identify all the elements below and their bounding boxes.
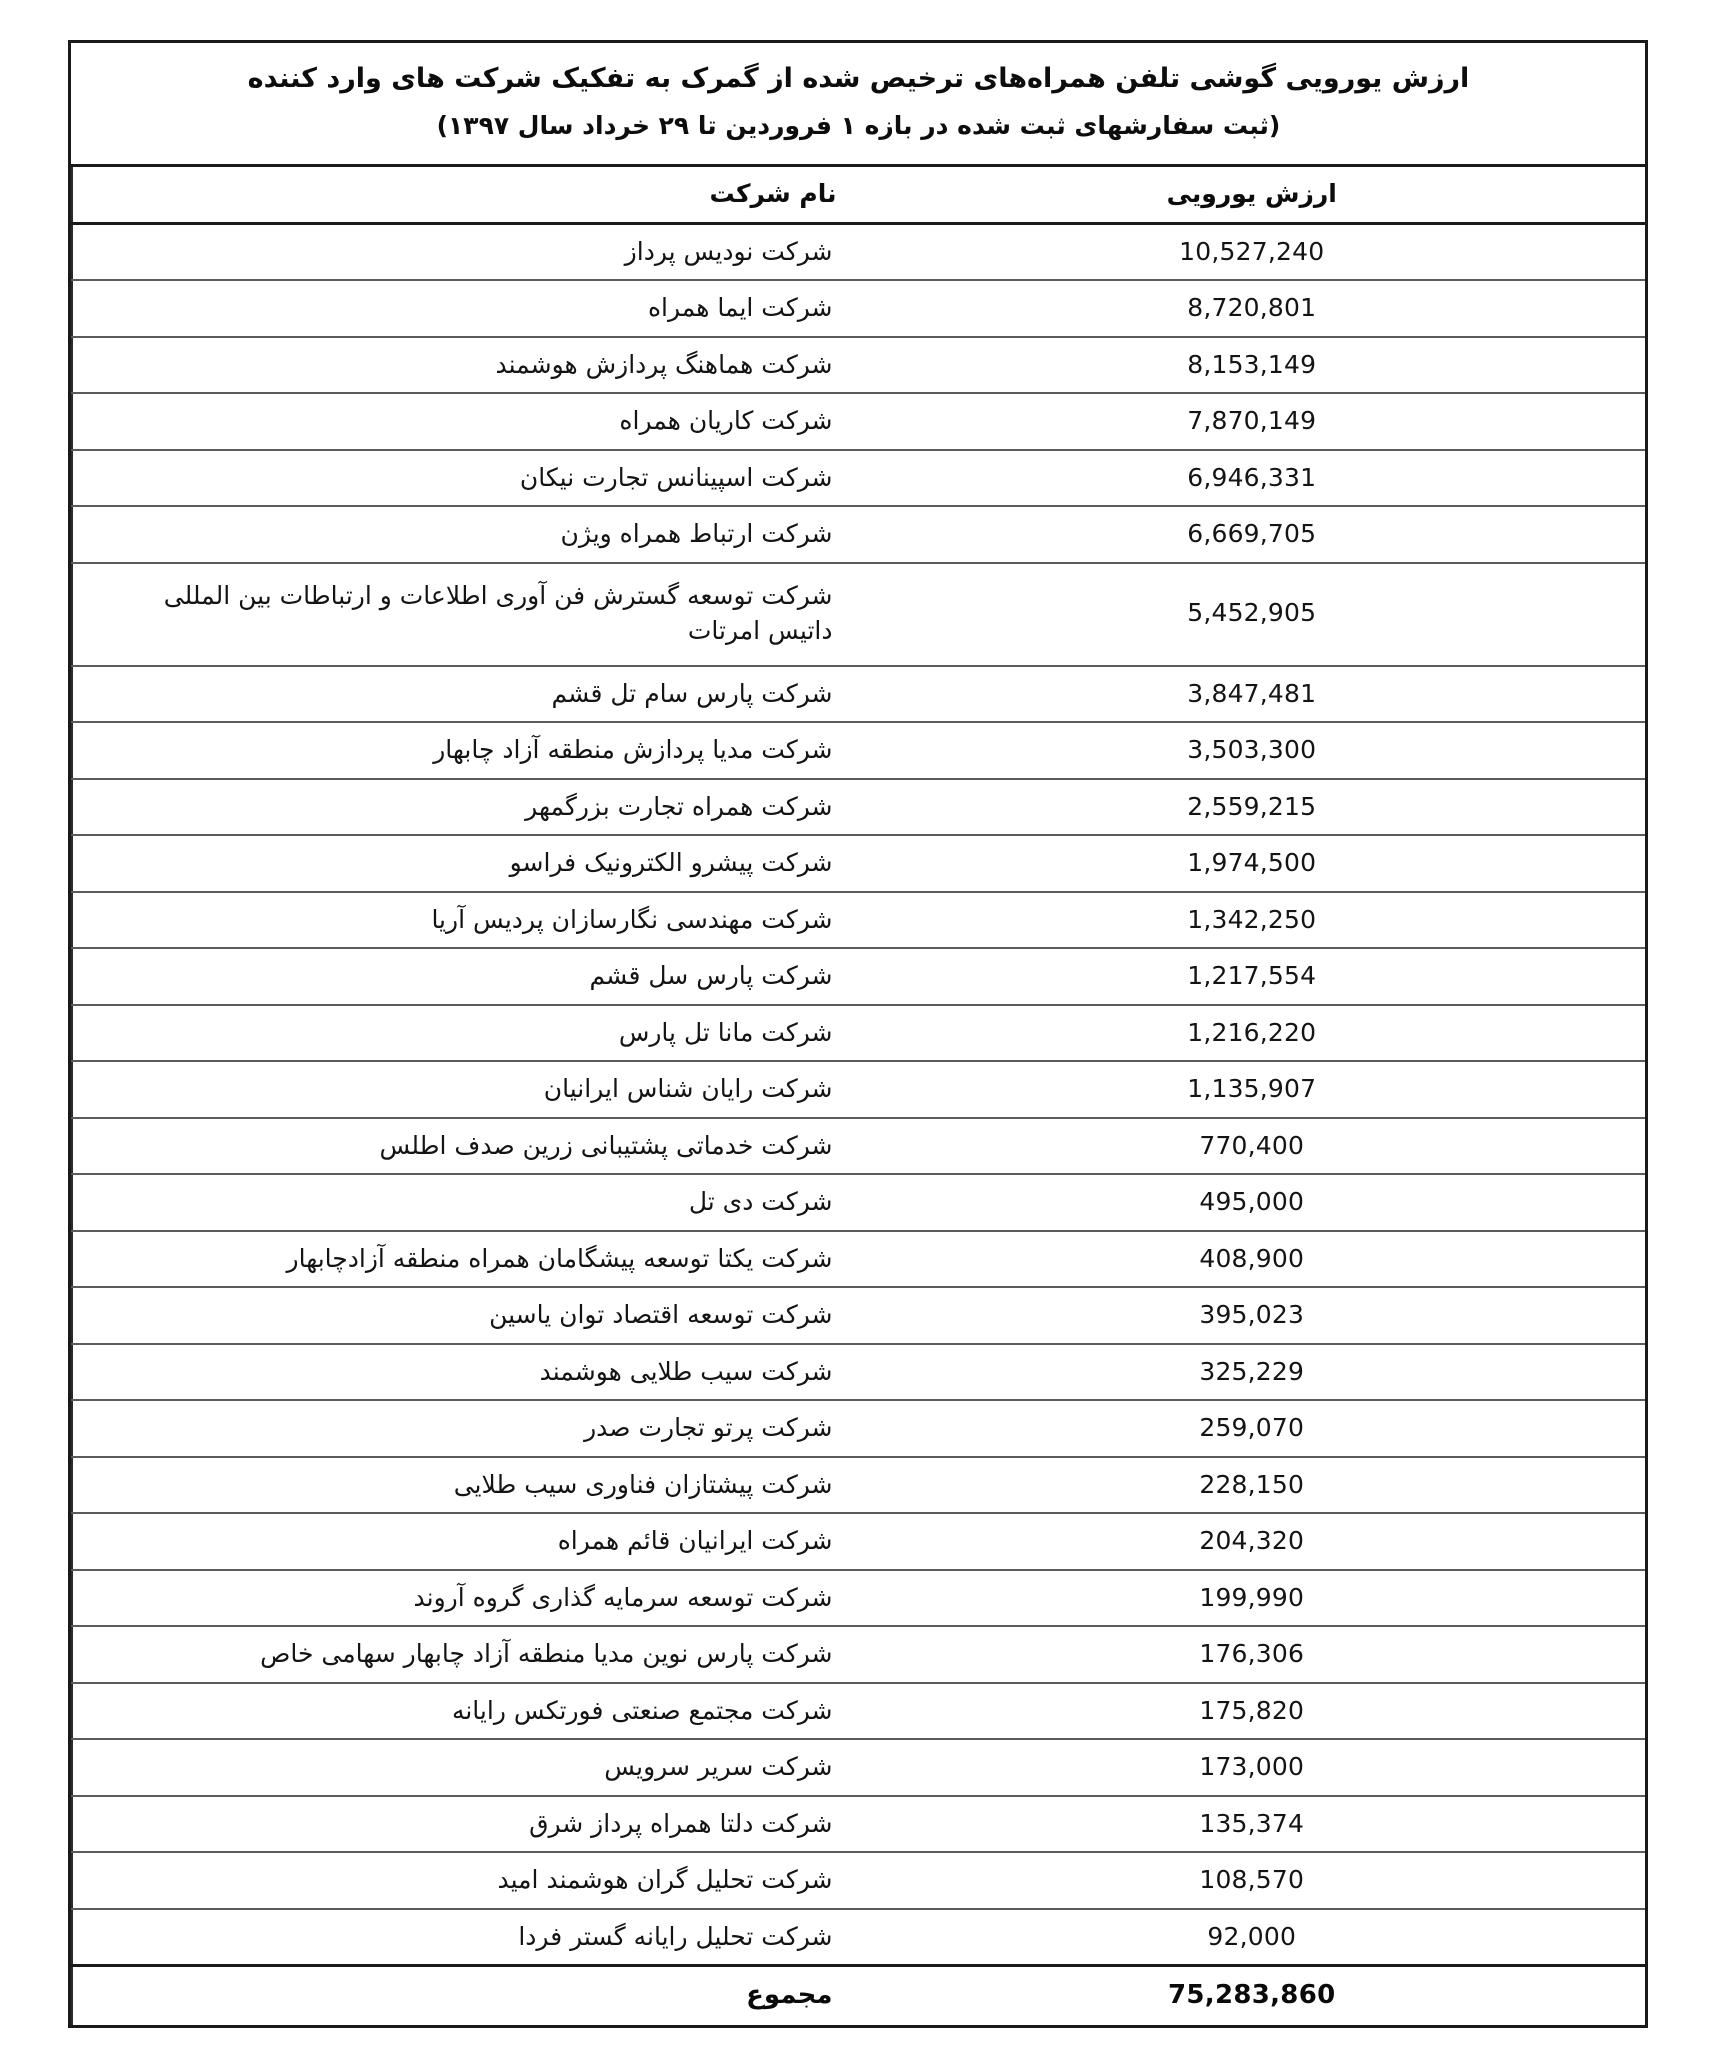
company-value: 770,400 [859, 1118, 1646, 1175]
report-table-container [68, 40, 1648, 2028]
table-row [72, 1739, 1645, 1796]
table-row [72, 779, 1645, 836]
company-value: 92,000 [1207, 1921, 1297, 1951]
table-row [72, 722, 1645, 779]
company-value: 10,527,240 [859, 223, 1646, 280]
table-row [72, 1005, 1645, 1062]
company-value: 408,900 [859, 1231, 1646, 1288]
company-value: 2,559,215 [859, 779, 1646, 836]
table-row [72, 337, 1645, 394]
table-row [72, 892, 1645, 949]
table-row [72, 948, 1645, 1005]
table-row [72, 506, 1645, 563]
table-row [72, 1061, 1645, 1118]
table-row [72, 666, 1645, 723]
company-name: شرکت مجتمع صنعتی فورتکس رایانه [72, 1683, 859, 1740]
column-header-name: نام شرکت [72, 165, 859, 223]
table-row [72, 1231, 1645, 1288]
table-row [72, 1796, 1645, 1853]
company-name: شرکت توسعه اقتصاد توان یاسین [72, 1287, 859, 1344]
company-name: شرکت هماهنگ پردازش هوشمند [72, 337, 859, 394]
company-name: شرکت پارس سام تل قشم [72, 666, 859, 723]
company-value: 1,217,554 [859, 948, 1646, 1005]
company-name: شرکت توسعه سرمایه گذاری گروه آروند [72, 1570, 859, 1627]
company-name: شرکت پارس سل قشم [72, 948, 859, 1005]
table-row [72, 1909, 1645, 1966]
table-row [72, 280, 1645, 337]
table-row [72, 563, 1645, 666]
company-name: شرکت سیب طلایی هوشمند [72, 1344, 859, 1401]
total-value: 75,283,860 [859, 1966, 1646, 2026]
table-row [72, 223, 1645, 280]
company-value: 325,229 [859, 1344, 1646, 1401]
company-name: شرکت همراه تجارت بزرگمهر [72, 779, 859, 836]
table-row [72, 1400, 1645, 1457]
company-value: 395,023 [859, 1287, 1646, 1344]
company-name: شرکت اسپینانس تجارت نیکان [72, 450, 859, 507]
company-name: شرکت یکتا توسعه پیشگامان همراه منطقه آزادچابهار [72, 1231, 859, 1288]
company-name: شرکت ارتباط همراه ویژن [72, 506, 859, 563]
company-value: 204,320 [859, 1513, 1646, 1570]
company-value: 1,342,250 [859, 892, 1646, 949]
imported-phones-value-table [71, 43, 1645, 2025]
company-value: 173,000 [859, 1739, 1646, 1796]
company-value: 228,150 [859, 1457, 1646, 1514]
table-row [72, 1174, 1645, 1231]
table-row [72, 1683, 1645, 1740]
table-row [72, 1626, 1645, 1683]
table-row [72, 1852, 1645, 1909]
report-title-line-2: (ثبت سفارشهای ثبت شده در بازه ۱ فروردین تا ۲۹ خرداد سال ۱۳۹۷) [436, 110, 1281, 140]
table-foot [72, 1966, 1645, 2026]
company-name: شرکت پیشتازان فناوری سیب طلایی [72, 1457, 859, 1514]
total-row [72, 1966, 1645, 2026]
company-value: 8,153,149 [859, 337, 1646, 394]
company-value: 175,820 [859, 1683, 1646, 1740]
company-name: شرکت سریر سرویس [72, 1739, 859, 1796]
company-value: 135,374 [859, 1796, 1646, 1853]
column-header-row [72, 165, 1645, 223]
company-name: شرکت رایان شناس ایرانیان [72, 1061, 859, 1118]
company-value: 3,503,300 [859, 722, 1646, 779]
company-name: شرکت پارس نوین مدیا منطقه آزاد چابهار سهامی خاص [72, 1626, 859, 1683]
company-name: شرکت کاریان همراه [72, 393, 859, 450]
company-value: 7,870,149 [859, 393, 1646, 450]
company-value: 6,669,705 [859, 506, 1646, 563]
table-row [72, 1344, 1645, 1401]
company-value: 1,974,500 [859, 835, 1646, 892]
company-value: 6,946,331 [859, 450, 1646, 507]
company-value: 259,070 [859, 1400, 1646, 1457]
company-name: شرکت ایرانیان قائم همراه [72, 1513, 859, 1570]
company-value: 108,570 [859, 1852, 1646, 1909]
company-name: شرکت پیشرو الکترونیک فراسو [72, 835, 859, 892]
company-name: شرکت دی تل [72, 1174, 859, 1231]
table-body [72, 223, 1645, 1966]
column-header-value: ارزش یورویی [859, 165, 1646, 223]
table-row [72, 1118, 1645, 1175]
company-name: شرکت نودیس پرداز [72, 223, 859, 280]
table-row [72, 393, 1645, 450]
table-row [72, 450, 1645, 507]
report-title [72, 43, 1645, 165]
report-title-line-1: ارزش یورویی گوشی تلفن همراه‌های ترخیص شده از گمرک به تفکیک شرکت های وارد کننده [247, 63, 1470, 94]
company-name: شرکت مهندسی نگارسازان پردیس آریا [72, 892, 859, 949]
table-row [72, 835, 1645, 892]
table-row [72, 1513, 1645, 1570]
company-value: 1,135,907 [859, 1061, 1646, 1118]
company-name: شرکت مدیا پردازش منطقه آزاد چابهار [72, 722, 859, 779]
company-name: شرکت ایما همراه [72, 280, 859, 337]
company-value: 8,720,801 [859, 280, 1646, 337]
company-name: شرکت توسعه گسترش فن آوری اطلاعات و ارتباطات بین المللی داتیس امرتات [72, 563, 859, 666]
title-row [72, 43, 1645, 165]
table-row [72, 1457, 1645, 1514]
company-value: 3,847,481 [859, 666, 1646, 723]
company-name: شرکت پرتو تجارت صدر [72, 1400, 859, 1457]
table-row [72, 1570, 1645, 1627]
table-row [72, 1287, 1645, 1344]
company-value: 5,452,905 [859, 563, 1646, 666]
company-value: 495,000 [859, 1174, 1646, 1231]
table-head [72, 43, 1645, 223]
company-name: شرکت دلتا همراه پرداز شرق [72, 1796, 859, 1853]
company-value: 199,990 [859, 1570, 1646, 1627]
company-name: شرکت تحلیل گران هوشمند امید [72, 1852, 859, 1909]
company-name: شرکت مانا تل پارس [72, 1005, 859, 1062]
company-value: 176,306 [859, 1626, 1646, 1683]
company-name: شرکت تحلیل رایانه گستر فردا [72, 1909, 859, 1966]
company-value: 1,216,220 [859, 1005, 1646, 1062]
total-label: مجموع [72, 1966, 859, 2026]
company-name: شرکت خدماتی پشتیبانی زرین صدف اطلس [72, 1118, 859, 1175]
